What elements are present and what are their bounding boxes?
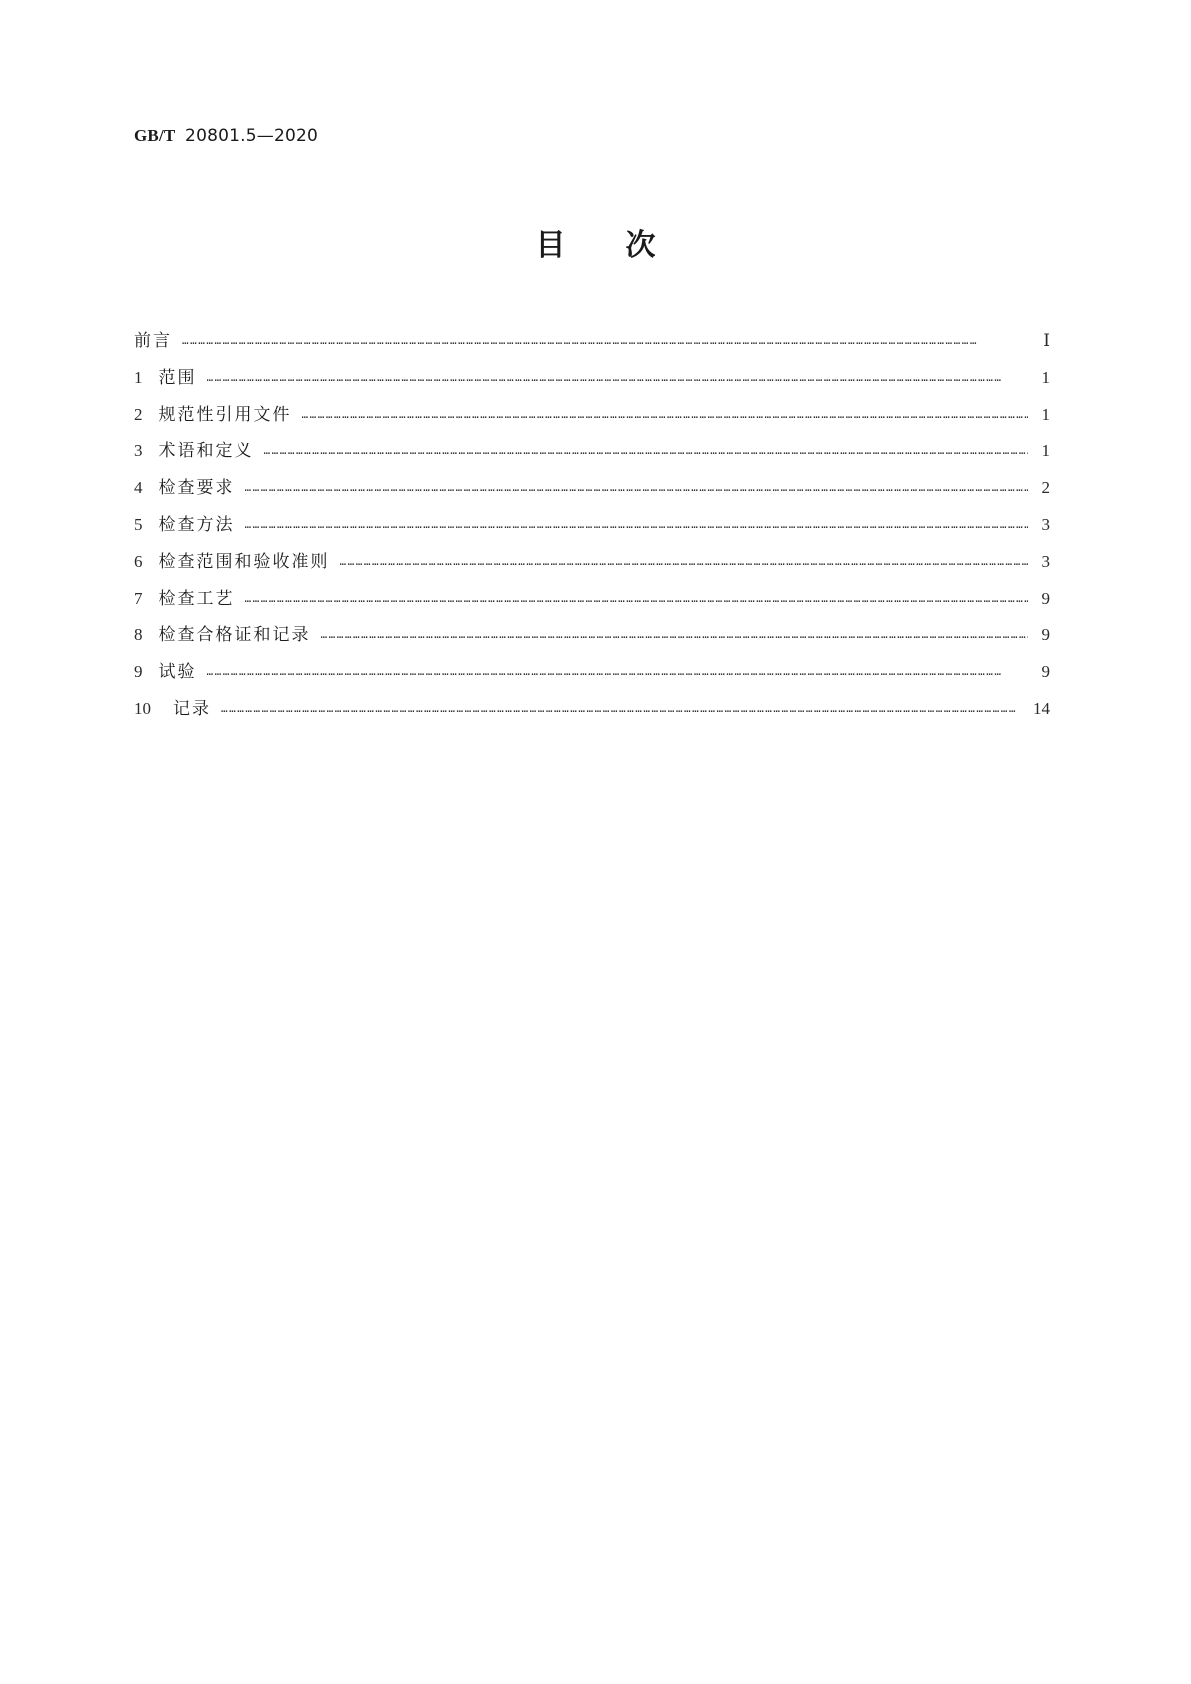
toc-entry-label: 规范性引用文件 <box>158 404 292 425</box>
standard-prefix: GB/T <box>134 126 176 145</box>
toc-entry-page: 9 <box>1041 625 1050 645</box>
toc-leader <box>245 518 1029 531</box>
toc-entry[interactable] <box>134 584 1050 621</box>
toc-entry[interactable] <box>134 363 1050 400</box>
table-of-contents <box>134 326 1050 731</box>
toc-entry-page: 9 <box>1041 662 1050 682</box>
toc-entry[interactable] <box>134 510 1050 547</box>
toc-entry-page: 3 <box>1041 551 1050 571</box>
toc-leader <box>302 408 1029 421</box>
toc-entry-number: 8 <box>134 625 143 645</box>
toc-entry-number: 10 <box>134 698 151 718</box>
toc-entry-label: 检查方法 <box>158 514 235 535</box>
toc-leader <box>245 592 1029 605</box>
toc-entry-label: 试验 <box>158 662 197 683</box>
toc-entry[interactable] <box>134 694 1050 731</box>
toc-entry[interactable] <box>134 400 1050 437</box>
toc-leader <box>321 628 1029 641</box>
toc-leader <box>207 665 1029 678</box>
toc-entry-page: 3 <box>1041 514 1050 534</box>
toc-entry[interactable] <box>134 473 1050 510</box>
document-header <box>134 126 318 146</box>
toc-entry-page: 1 <box>1041 367 1050 387</box>
toc-entry-page: 14 <box>1033 698 1050 718</box>
toc-entry-number: 3 <box>134 441 143 461</box>
toc-leader <box>340 555 1029 568</box>
toc-entry-number: 5 <box>134 514 143 534</box>
toc-entry-page: Ⅰ <box>1043 331 1050 350</box>
toc-leader <box>182 334 1028 347</box>
toc-entry-page: 1 <box>1041 441 1050 461</box>
toc-entry-page: 9 <box>1041 588 1050 608</box>
toc-entry[interactable] <box>134 547 1050 584</box>
toc-entry[interactable] <box>134 657 1050 694</box>
toc-entry-label: 检查工艺 <box>158 588 235 609</box>
toc-entry-number: 9 <box>134 662 143 682</box>
toc-entry-foreword[interactable] <box>134 326 1050 363</box>
toc-entry-number: 4 <box>134 478 143 498</box>
toc-entry-page: 1 <box>1041 404 1050 424</box>
toc-entry-label: 前言 <box>134 331 172 351</box>
toc-entry-label: 术语和定义 <box>158 441 254 462</box>
toc-entry-label: 检查范围和验收准则 <box>158 551 330 572</box>
toc-leader <box>264 444 1029 457</box>
toc-entry-label: 检查合格证和记录 <box>158 625 311 646</box>
toc-entry-page: 2 <box>1041 478 1050 498</box>
toc-entry-label: 记录 <box>173 698 211 719</box>
toc-entry-number: 2 <box>134 404 143 424</box>
toc-leader <box>245 481 1029 494</box>
toc-entry[interactable] <box>134 436 1050 473</box>
toc-entry-label: 检查要求 <box>158 478 235 499</box>
toc-entry-label: 范围 <box>158 367 197 388</box>
toc-entry-number: 1 <box>134 367 143 387</box>
toc-entry[interactable] <box>134 620 1050 657</box>
page-title: 目次 <box>535 228 716 263</box>
toc-leader <box>221 702 1025 715</box>
standard-code: 20801.5—2020 <box>185 126 319 146</box>
toc-leader <box>207 371 1029 384</box>
toc-entry-number: 6 <box>134 551 143 571</box>
toc-entry-number: 7 <box>134 588 143 608</box>
